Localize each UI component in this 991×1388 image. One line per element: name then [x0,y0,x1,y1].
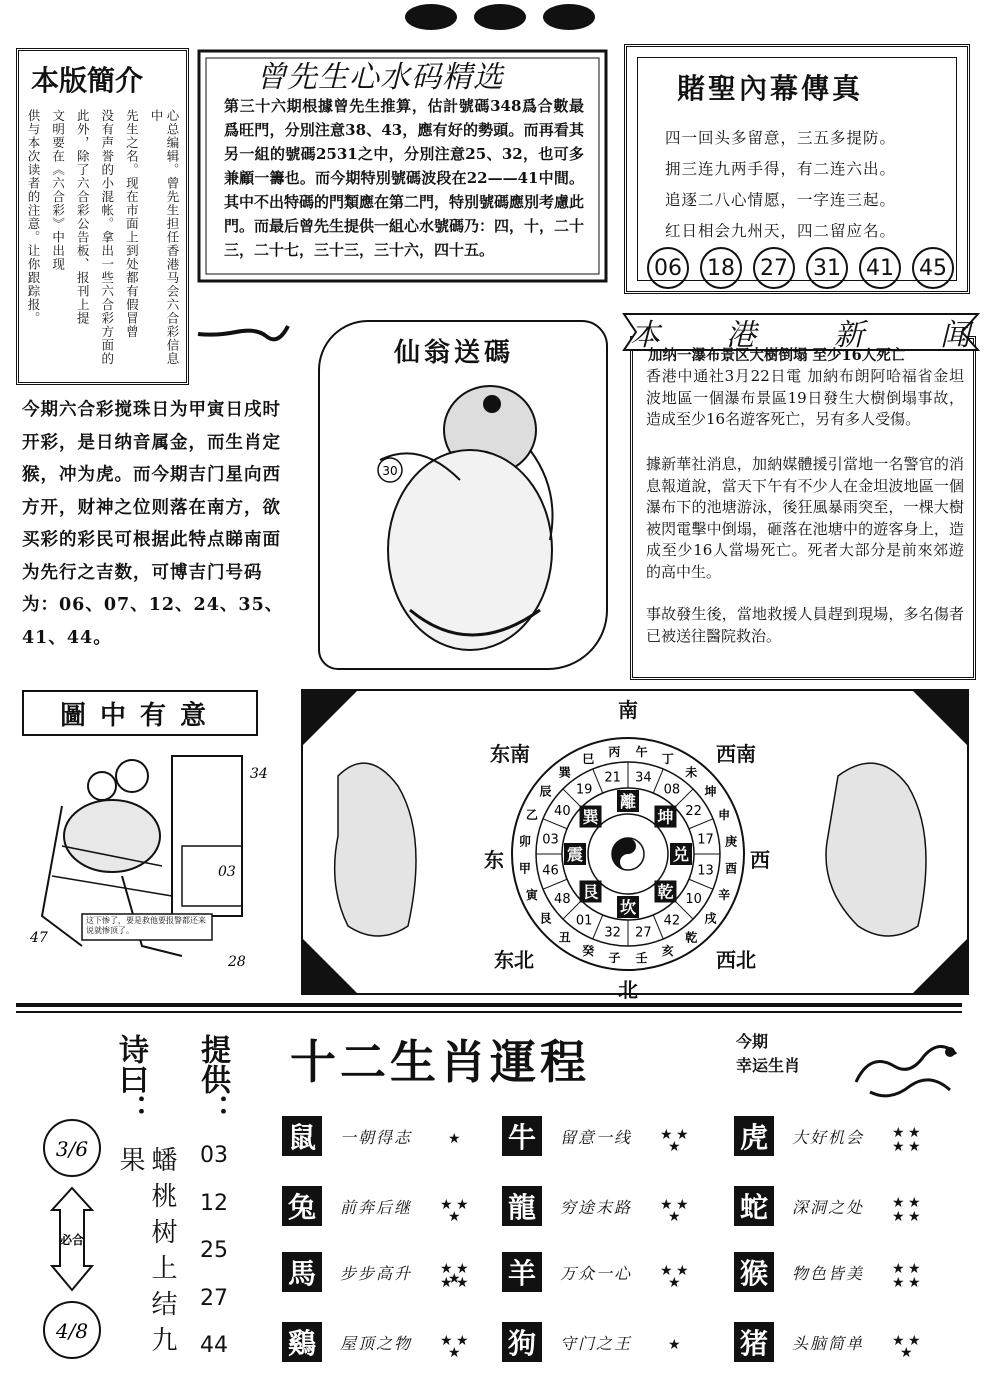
news-paragraph: 事故發生後，當地救援人員趕到現場，多名傷者已被送往醫院救治。 [646,605,964,645]
compass-outer-char: 壬 [635,951,648,966]
trigram-char: 艮 [582,882,599,902]
compass-number: 46 [542,863,559,879]
compass-outer-char: 癸 [582,944,595,959]
star-icon: ★ [908,1209,921,1225]
zodiac-item [734,1322,922,1362]
zodiac-item [502,1186,690,1226]
zodiac-char: 牛 [502,1116,542,1156]
cartoon-caption: 这下惨了，要是救他要报警都还来说就惨顶了。 [86,916,206,935]
immortal-box [318,320,608,670]
provide-number: 12 [200,1190,228,1216]
cartoon-number: 34 [250,766,268,782]
zodiac-char: 蛇 [734,1186,774,1226]
star-icon: ★ [908,1333,921,1349]
news-headline: 加纳一瀑布景区大樹倒塌 至少16人死亡 [648,347,906,364]
compass-outer-char: 艮 [539,911,552,926]
intro-column: 没有声誉的小混帐。拿出一些六合彩方面的 [99,109,115,366]
compass-number: 01 [575,913,593,929]
zodiac-char: 羊 [502,1252,542,1292]
masthead-oval [474,4,526,30]
trigram-char: 坤 [657,807,674,827]
compass-outer-char: 乾 [685,930,698,945]
news-header-char: 新 [834,318,864,353]
star-icon: ★ [668,1139,681,1155]
intro-title: 本版簡介 [31,64,144,97]
star-rating [440,1257,470,1291]
star-rating [660,1327,690,1357]
zodiac-phrase: 万众一心 [560,1263,633,1283]
trigram-char: 離 [619,792,637,811]
provide-number: 25 [200,1238,228,1263]
star-icon: ★ [676,1127,689,1143]
masthead-oval [405,4,457,30]
number-circle: 27 [753,247,795,289]
zodiac-item [734,1252,922,1292]
zodiac-item [282,1116,470,1156]
compass-outer-char: 申 [718,808,731,823]
compass-outer-char: 庚 [725,834,738,849]
zodiac-char: 馬 [282,1252,322,1292]
star-icon: ★ [892,1275,905,1291]
intro-column: 文明要在《六合彩》中出现 [50,109,66,271]
star-icon: ★ [892,1195,905,1211]
star-icon: ★ [668,1209,681,1225]
zodiac-phrase: 头脑简单 [792,1333,865,1353]
star-icon: ★ [448,1345,461,1361]
star-icon: ★ [668,1337,681,1353]
news-paragraph: 香港中通社3月22日電 加納布朗阿哈福省金坦波地區一個瀑布景區19日發生大樹倒塌事故，造成至少16名遊客死亡，另有多人受傷。 [646,367,964,429]
compass-outer-char: 丑 [558,930,571,945]
compass-outer-char: 寅 [525,887,538,902]
star-icon: ★ [440,1275,453,1291]
star-rating [892,1327,922,1361]
compass-outer-char: 坤 [704,784,717,799]
compass-number: 08 [663,782,681,798]
intro-column: 心总编辑。曾先生担任香港马会六合彩信息中 [148,109,180,366]
zodiac-phrase: 穷途末路 [560,1197,633,1217]
immortal-illustration [360,370,570,660]
trigram-char: 坎 [619,898,637,917]
provide-number: 27 [200,1285,228,1311]
zodiac-char: 鷄 [282,1322,322,1362]
insider-verse: 拥三连九两手得，有二连六出。 [665,160,897,178]
news-box [622,310,980,680]
zodiac-phrase: 物色皆美 [792,1263,865,1283]
star-icon: ★ [660,1263,673,1279]
star-rating [440,1121,470,1151]
picture-meaning-title: 圖中有意 [22,690,258,736]
zodiac-phrase: 留意一线 [560,1127,633,1147]
star-icon: ★ [440,1261,453,1277]
compass-outer-char: 丁 [661,751,674,766]
direction-northeast: 东北 [494,948,534,972]
news-header-char: 本 [630,318,660,353]
compass-number: 10 [685,891,702,907]
number-circle: 45 [912,247,954,289]
jinming-logo [196,306,300,378]
insider-verse: 追逐二八心情愿，一字连三起。 [665,191,897,209]
zodiac-title: 十二生肖運程 [290,1035,590,1089]
insider-verse: 红日相会九州天，四二留应名。 [665,222,897,240]
zodiac-char: 猪 [734,1322,774,1362]
zodiac-phrase: 步步高升 [340,1263,413,1283]
cartoon-number: 03 [218,864,236,880]
dragon-icon [850,1032,962,1104]
zodiac-char: 兔 [282,1186,322,1226]
insider-numbers [647,247,954,289]
direction-east: 东 [484,848,504,872]
provide-list [200,1132,228,1370]
star-icon: ★ [448,1131,461,1147]
zodiac-item [734,1116,922,1156]
direction-northwest: 西北 [716,948,756,972]
star-icon: ★ [456,1333,469,1349]
compass-outer-char: 巽 [558,765,571,780]
star-rating [892,1191,922,1225]
zodiac-char: 狗 [502,1322,542,1362]
news-header-char: 闻 [940,318,970,353]
zodiac-phrase: 守门之王 [560,1333,633,1353]
star-icon: ★ [448,1209,461,1225]
compass-outer-char: 辛 [718,887,731,902]
compass-outer-char: 午 [635,744,648,759]
star-rating [660,1121,690,1155]
star-icon: ★ [668,1275,681,1291]
star-icon: ★ [892,1261,905,1277]
compass-number: 40 [554,804,571,820]
section-divider-thin [16,1011,962,1013]
compass-outer-char: 乙 [525,808,538,823]
star-icon: ★ [676,1197,689,1213]
star-icon: ★ [908,1261,921,1277]
master-picks-box [196,48,609,284]
direction-west: 西 [750,848,770,872]
zodiac-item [502,1116,690,1156]
zodiac-phrase: 大好机会 [792,1127,865,1147]
provide-heading: 提供： [195,1034,230,1124]
compass-outer-char: 未 [685,765,698,780]
star-icon: ★ [456,1261,469,1277]
star-rating [440,1327,470,1361]
star-icon: ★ [456,1275,469,1291]
compass-outer-char: 辰 [539,784,552,799]
jinming-flourish [196,306,296,346]
cartoon-number: 47 [30,930,48,946]
star-icon: ★ [448,1271,461,1287]
compass-outer-char: 子 [608,951,621,966]
masthead-ovals [405,4,595,36]
number-circle: 31 [806,247,848,289]
intro-column: 此外，除了六合彩公告板、报刊上提 [75,109,91,325]
poem-heading: 诗曰： [113,1034,148,1124]
poem-circle-bottom: 4/8 [55,1319,89,1343]
star-rating [892,1257,922,1291]
compass-outer-char: 巳 [582,751,595,766]
compass-panel [298,686,972,1002]
star-icon: ★ [440,1197,453,1213]
compass-number: 48 [554,891,571,907]
star-icon: ★ [892,1139,905,1155]
trigram-char: 巽 [582,807,599,827]
poem-badge: 必合 [59,1233,85,1247]
draw-day-text: 今期六合彩搅珠日为甲寅日戌时开彩，是日纳音属金，而生肖定猴，冲为虎。而今期吉门星向西方开，财神之位则落在南方，欲买彩的彩民可根据此特点睇南面为先行之吉数，可博吉门号码为：06、07、12、24、35、41、44。 [22,400,284,648]
compass-number: 19 [575,782,593,798]
compass-outer-char: 丙 [608,744,621,759]
star-icon: ★ [456,1197,469,1213]
direction-southeast: 东南 [490,742,530,766]
compass-number: 21 [604,770,621,786]
section-divider [16,1003,962,1007]
zodiac-item [734,1186,922,1226]
compass-number: 32 [604,925,621,941]
immortal-title: 仙翁送碼 [394,338,515,368]
intro-columns [25,109,180,376]
star-icon: ★ [660,1127,673,1143]
zodiac-item [282,1322,470,1362]
poem-text: 蟠桃树上结九果 [115,1146,177,1362]
news-paragraph: 據新華社消息，加納媒體援引當地一名警官的消息報道說，當天下午有不少人在金坦波地區一個瀑布下的池塘游泳，後狂風暴雨突至，一棵大樹被閃電擊中倒塌，砸落在池塘中的遊客身上，造成至少16人當場死亡。死者大部分是前來郊遊的高中生。 [646,455,964,581]
compass-outer-char: 亥 [661,944,674,959]
compass-number: 42 [663,913,681,929]
zodiac-char: 龍 [502,1186,542,1226]
provide-column [186,1034,246,1374]
poem-circle-top: 3/6 [55,1137,89,1161]
insider-verses [665,123,896,247]
direction-north: 北 [618,978,638,1002]
compass-number: 17 [697,832,714,848]
immortal-badge: 30 [382,464,398,478]
number-circle: 18 [700,247,742,289]
star-rating [892,1121,922,1155]
lucky-zodiac-label: 今期 幸运生肖 [736,1032,801,1075]
zodiac-item [282,1252,470,1292]
picture-meaning-box [18,686,288,986]
zodiac-phrase: 深洞之处 [792,1197,865,1217]
compass-number: 22 [685,804,702,820]
star-icon: ★ [908,1125,921,1141]
zodiac-item [502,1322,690,1362]
cartoon-number: 28 [228,954,246,970]
intro-box [16,48,189,385]
poem-badges [40,1118,104,1364]
star-rating [660,1191,690,1225]
zodiac-char: 猴 [734,1252,774,1292]
star-icon: ★ [892,1333,905,1349]
star-icon: ★ [892,1125,905,1141]
trigram-char: 乾 [657,882,674,902]
star-icon: ★ [676,1263,689,1279]
star-icon: ★ [660,1197,673,1213]
insider-verse: 四一回头多留意，三五多提防。 [665,129,897,147]
compass-outer-char: 酉 [725,861,738,876]
insider-title: 賭聖內幕傳真 [677,72,864,105]
intro-column: 供与本次读者的注意。让你跟踪报。 [26,109,41,325]
compass-number: 34 [635,770,652,786]
star-icon: ★ [908,1195,921,1211]
poem-column [104,1034,177,1374]
zodiac-phrase: 屋顶之物 [340,1333,413,1353]
number-circle: 41 [859,247,901,289]
compass-number: 03 [542,832,559,848]
news-header-char: 港 [726,318,756,353]
zodiac-item [502,1252,690,1292]
star-icon: ★ [908,1275,921,1291]
cartoon-illustration [22,746,282,980]
compass-number: 27 [635,925,652,941]
master-picks-title: 曾先生心水码精选 [256,60,504,95]
insider-box [624,44,970,294]
zodiac-phrase: 一朝得志 [340,1127,413,1147]
trigram-char: 兑 [672,845,690,864]
provide-number: 44 [200,1333,228,1358]
compass-frame [298,686,972,998]
star-icon: ★ [892,1209,905,1225]
compass-outer-char: 甲 [518,861,531,876]
zodiac-item [282,1186,470,1226]
star-icon: ★ [900,1345,913,1361]
star-icon: ★ [440,1333,453,1349]
masthead-oval [543,4,595,30]
intro-column: 先生之名。现在市面上到处都有假冒曾 [124,109,140,339]
zodiac-char: 鼠 [282,1116,322,1156]
provide-number: 03 [200,1143,228,1168]
compass-number: 13 [697,863,714,879]
direction-south: 南 [618,698,638,722]
compass-outer-char: 卯 [518,834,531,849]
zodiac-char: 虎 [734,1116,774,1156]
star-rating [660,1257,690,1291]
direction-southwest: 西南 [716,742,756,766]
number-circle: 06 [647,247,689,289]
trigram-char: 震 [566,845,584,864]
zodiac-phrase: 前奔后继 [340,1197,413,1217]
star-icon: ★ [908,1139,921,1155]
master-picks-body: 第三十六期根據曾先生推算，估計號碼348爲合數最爲旺門，分別注意38、43，應有好的勢頭。而再看其另一組的號碼2531之中，分別注意25、32，也可多兼顧一籌也。而今期特別號碼波段在22——41中間。其中不出特碼的門類應在第二門，特別號碼應別考慮此門。而最后曾先生提供一組心水號碼乃：四，十，二十三，二十七，三十三，三十六，四十五。 [224,97,585,259]
compass-outer-char: 戌 [704,911,717,926]
star-rating [440,1191,470,1225]
zodiac-grid [272,1112,972,1382]
